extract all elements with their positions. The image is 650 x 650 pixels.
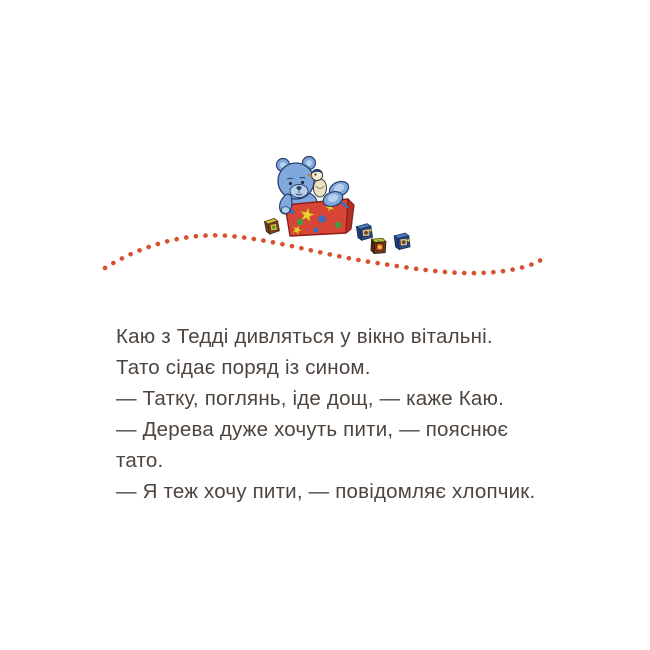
toy-box <box>285 199 354 236</box>
dot-decoration <box>313 227 318 232</box>
teddy-bear-head <box>277 157 316 200</box>
story-line-3: — Татку, поглянь, іде дощ, — каже Каю. <box>116 387 504 410</box>
teddy-bear-arm <box>280 194 292 214</box>
story-line-4: — Дерева дуже хочуть пити, — пояснює <box>116 418 509 441</box>
toy-block-3 <box>394 233 410 250</box>
dot-decoration <box>335 222 341 228</box>
toy-block-1 <box>356 223 373 240</box>
dot-decoration <box>297 219 303 225</box>
story-line-6: — Я теж хочу пити, — повідомляє хлопчик. <box>116 480 536 503</box>
dot-decoration <box>318 215 326 223</box>
story-line-2: Тато сідає поряд із сином. <box>116 356 371 379</box>
toy-block-left <box>264 218 279 235</box>
story-line-1: Каю з Тедді дивляться у вікно вітальні. <box>116 325 493 348</box>
story-line-5: тато. <box>116 449 164 472</box>
story-text <box>116 321 606 507</box>
toy-block-2 <box>370 237 387 254</box>
teddy-bear-illustration <box>250 148 430 258</box>
